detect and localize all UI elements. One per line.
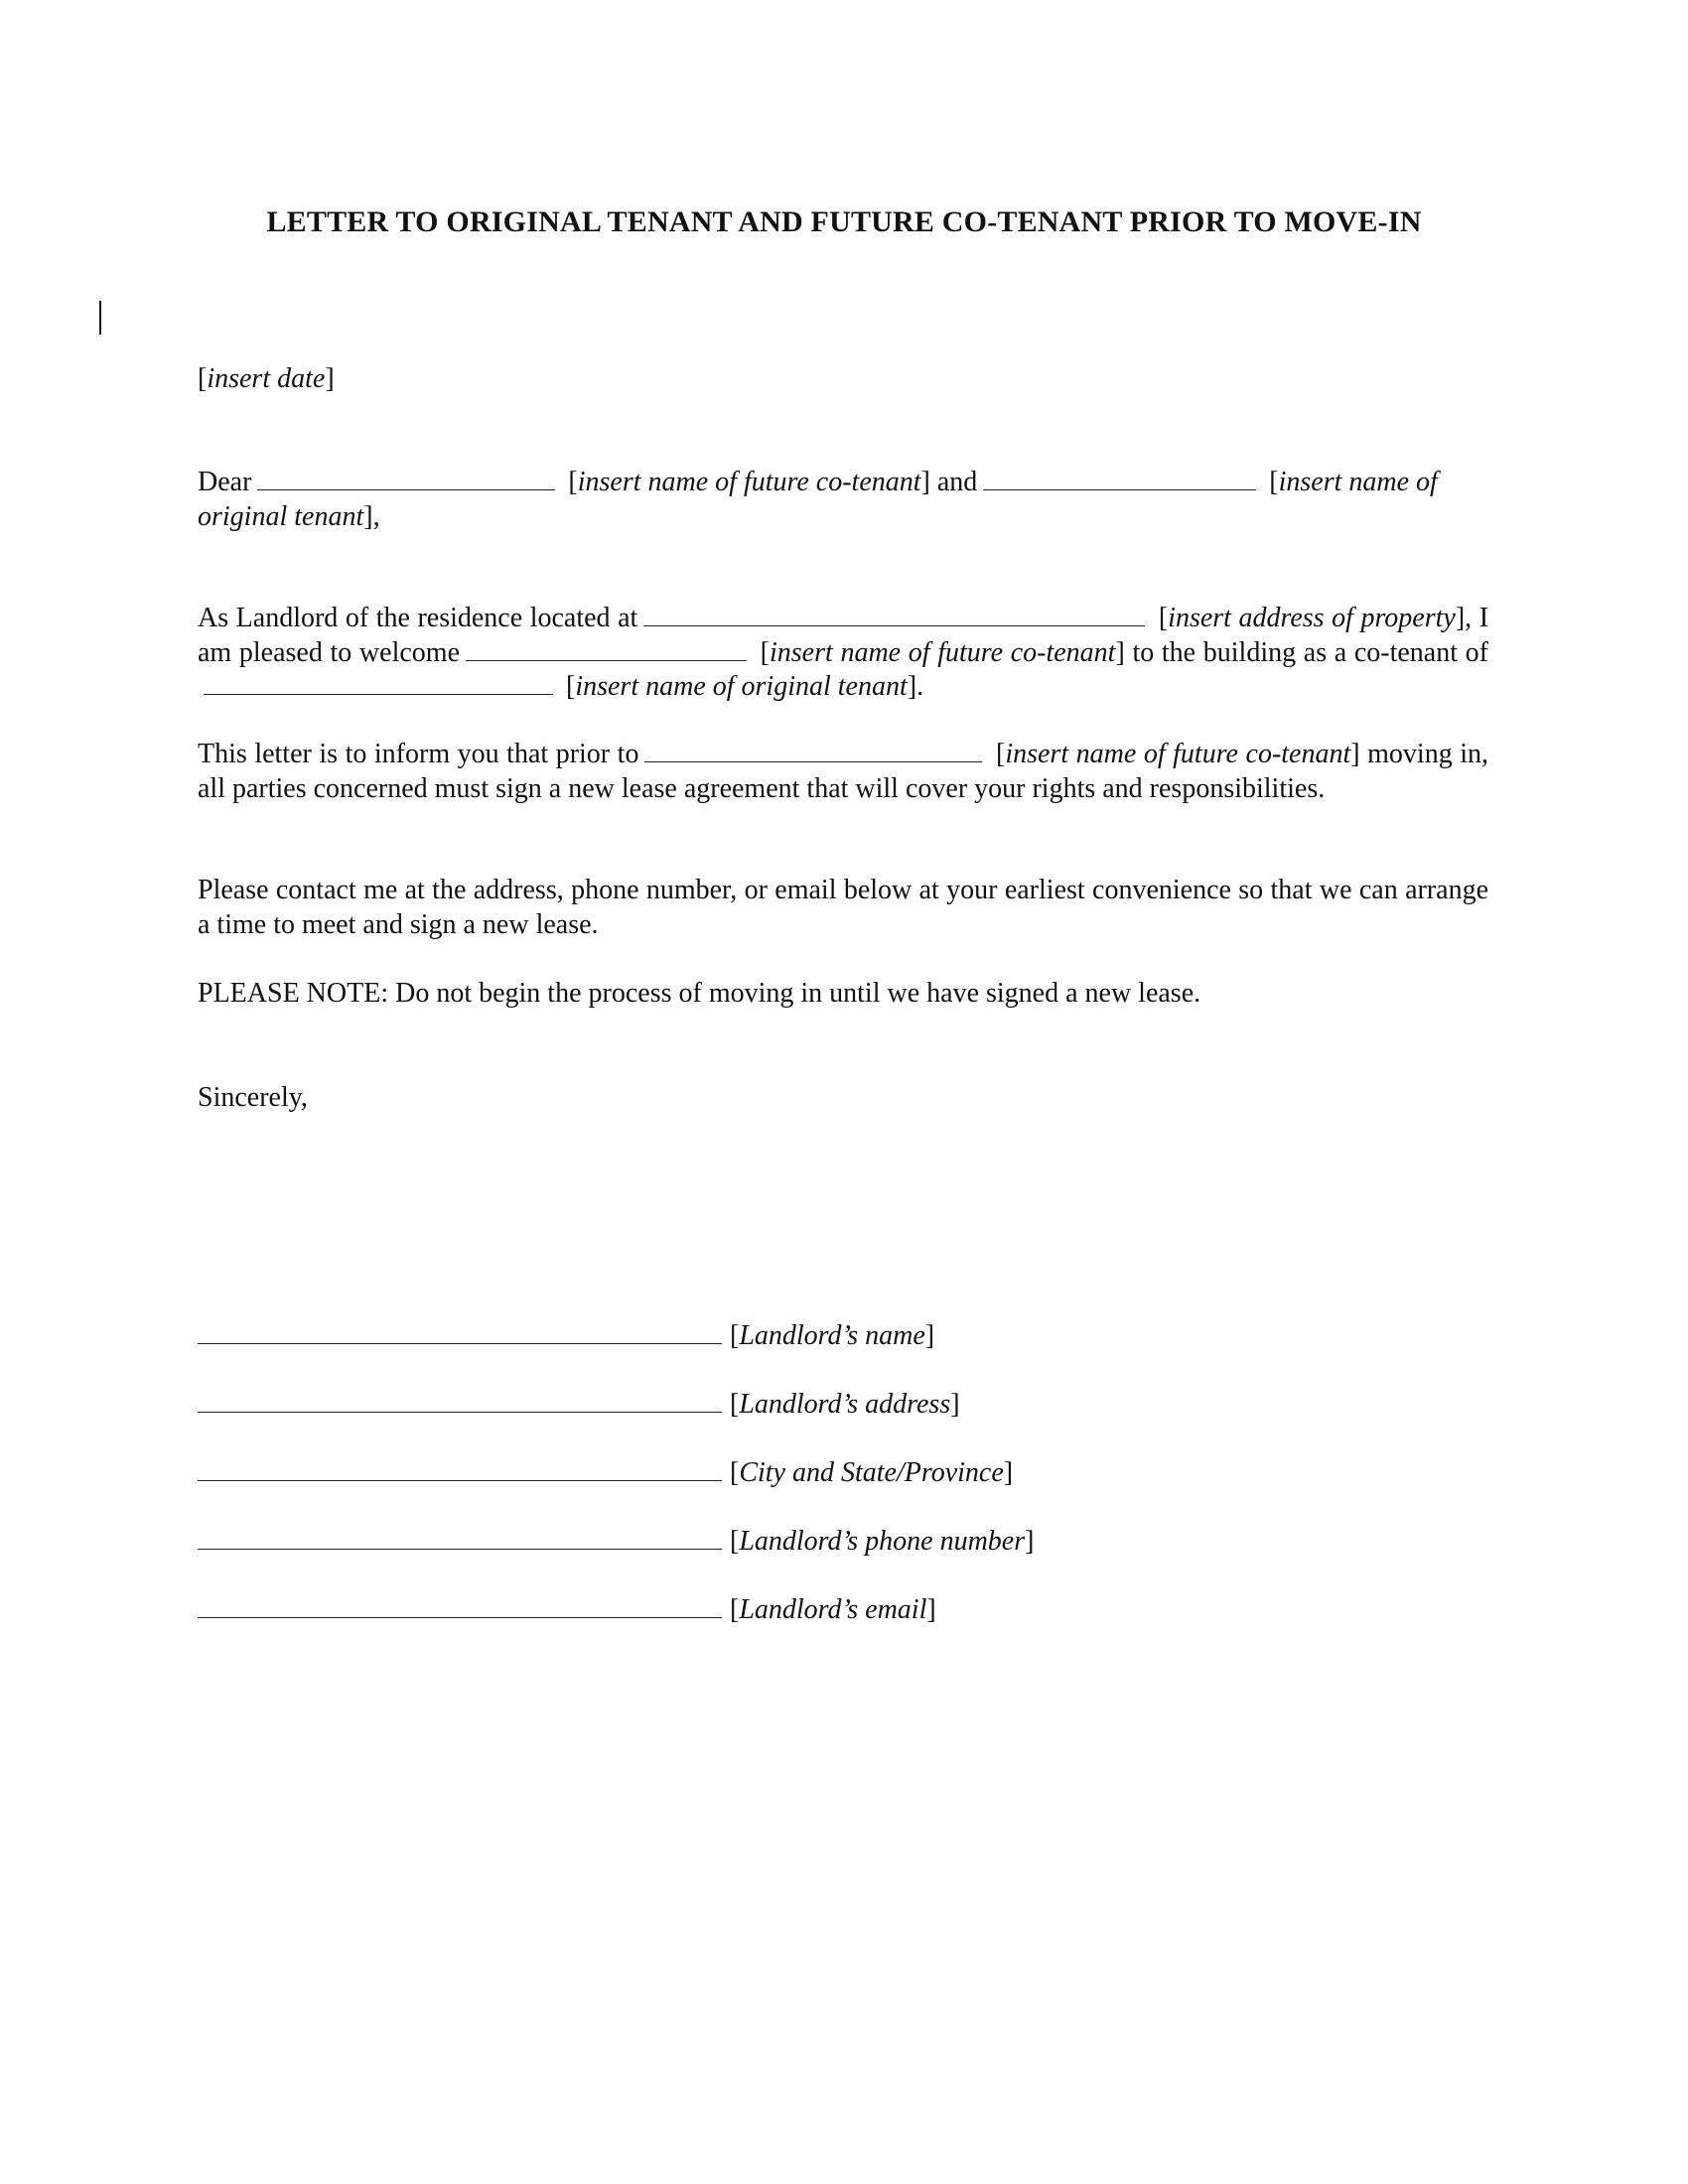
p1-welcome: , I am pleased to welcome (198, 603, 1489, 668)
future-cotenant-blank (257, 466, 555, 490)
salutation-dear: Dear (198, 467, 252, 497)
paragraph-contact: Please contact me at the address, phone number, or email below at your earliest convenience so that we can arrange a time to meet and sign a new lease. (198, 875, 1488, 940)
p1-end: . (916, 671, 924, 702)
original-tenant-placeholder-2: insert name of original tenant (575, 671, 908, 702)
signature-row-name: [Landlord’s name] (198, 1319, 934, 1353)
p1-intro: As Landlord of the residence located at (198, 603, 638, 633)
paragraph-please-note: PLEASE NOTE: Do not begin the process of moving in until we have signed a new lease. (198, 978, 1201, 1009)
landlord-email-label: Landlord’s email (739, 1594, 927, 1625)
salutation: Dear [insert name of future co-tenant] and [insert name of original tenant], (198, 467, 1438, 532)
future-cotenant-blank-3 (644, 738, 982, 762)
signature-line (198, 1593, 722, 1618)
original-tenant-placeholder-a: insert name of (1278, 467, 1438, 497)
signature-line (198, 1456, 722, 1481)
signature-line (198, 1388, 722, 1413)
future-cotenant-blank-2 (466, 636, 747, 661)
paragraph-lease-notice: This letter is to inform you that prior to [insert name of future co-tenant] moving in, all parties concerned must sign a new lease agreement that will cover your rights and responsibilities. (198, 739, 1489, 804)
document-title: LETTER TO ORIGINAL TENANT AND FUTURE CO-TENANT PRIOR TO MOVE-IN (266, 205, 1422, 238)
paragraph-welcome: As Landlord of the residence located at [insert address of property], I am pleased to welcome [insert name of future co-tenant] to the building as a co-tenant of [insert name of original tenant]. (198, 603, 1489, 702)
future-cotenant-placeholder: insert name of future co-tenant (577, 467, 921, 497)
original-tenant-blank (983, 466, 1256, 490)
p1-to-building: to the building as a co-tenant of (1132, 636, 1489, 668)
future-cotenant-placeholder-2: insert name of future co-tenant (770, 636, 1116, 668)
original-tenant-placeholder-b: original tenant (198, 500, 364, 532)
address-placeholder-b: property (1360, 603, 1456, 633)
signature-row-phone: [Landlord’s phone number] (198, 1525, 1034, 1559)
signature-row-city: [City and State/Province] (198, 1456, 1013, 1490)
p2-intro: This letter is to inform you that prior to (198, 739, 639, 769)
future-cotenant-placeholder-3: insert name of future co-tenant (1005, 739, 1351, 769)
signature-row-address: [Landlord’s address] (198, 1388, 960, 1422)
text-cursor-mark (99, 301, 101, 335)
date-placeholder: insert date (207, 363, 326, 394)
date-line: [insert date] (198, 363, 335, 394)
city-state-label: City and State/Province (739, 1457, 1004, 1488)
landlord-name-label: Landlord’s name (739, 1320, 925, 1351)
signature-line (198, 1319, 722, 1344)
salutation-comma: , (372, 500, 380, 532)
landlord-address-label: Landlord’s address (739, 1389, 951, 1420)
property-address-blank (643, 602, 1145, 626)
landlord-phone-label: Landlord’s phone number (739, 1526, 1026, 1557)
closing: Sincerely, (198, 1082, 308, 1113)
signature-row-email: [Landlord’s email] (198, 1593, 936, 1627)
salutation-and: and (936, 467, 978, 497)
signature-line (198, 1525, 722, 1550)
original-tenant-blank-2 (204, 670, 553, 695)
p2-rest: moving in, all parties concerned must sign a new lease agreement that will cover your rights and responsibilities. (198, 739, 1489, 804)
address-placeholder-a: insert address of (1168, 603, 1353, 633)
